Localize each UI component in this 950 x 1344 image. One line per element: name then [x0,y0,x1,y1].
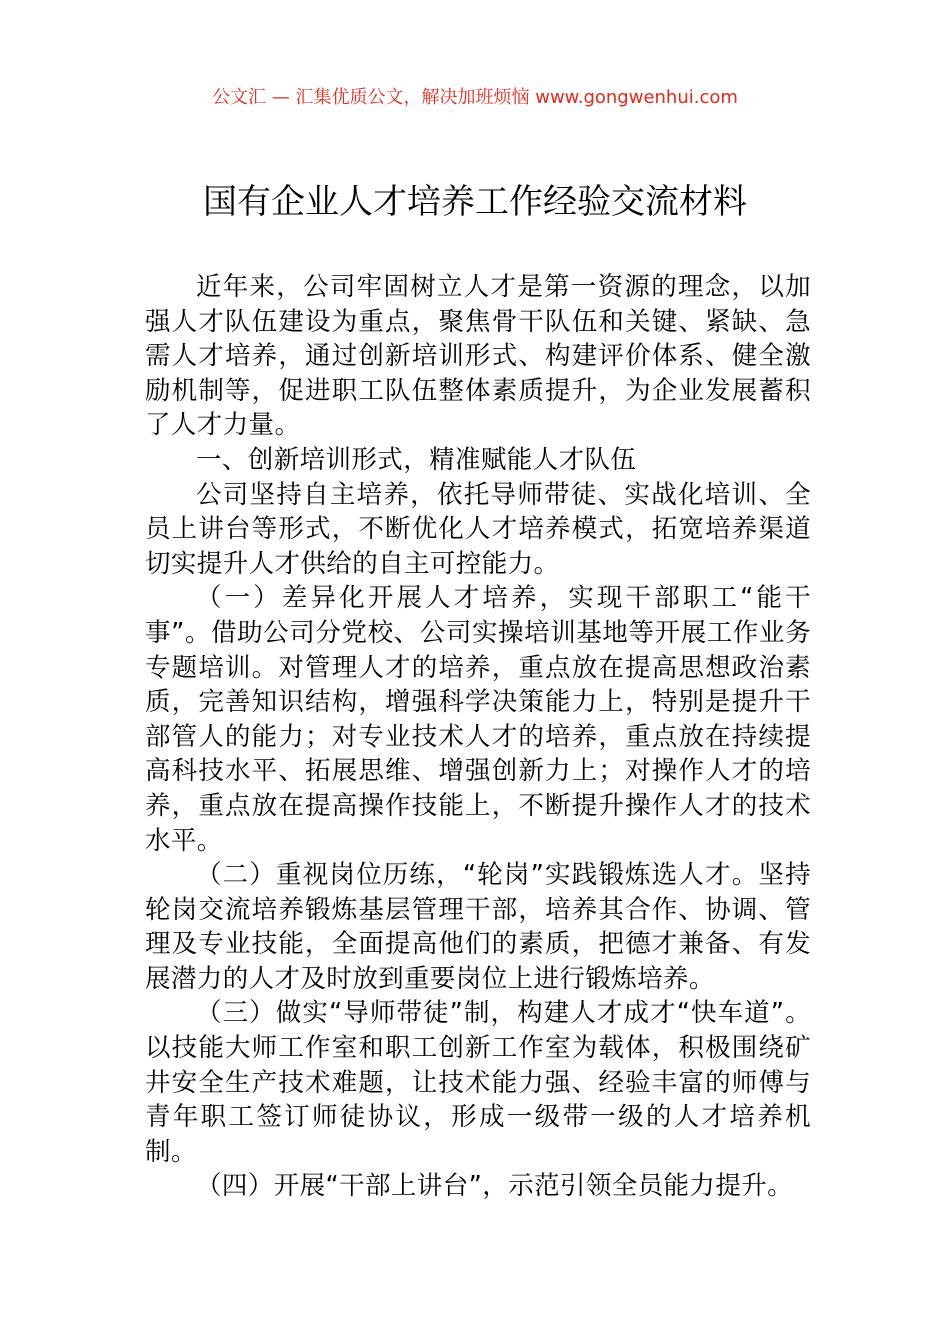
section-1-paragraph: 公司坚持自主培养，依托导师带徒、实战化培训、全员上讲台等形式，不断优化人才培养模式，拓宽培养渠道切实提升人才供给的自主可控能力。 [145,479,811,579]
document-body [145,270,811,1204]
subsection-2-paragraph: （二）重视岗位历练，“轮岗”实践锻炼选人才。坚持轮岗交流培养锻炼基层管理干部，培养其合作、协调、管理及专业技能，全面提高他们的素质，把德才兼备、有发展潜力的人才及时放到重要岗位上进行锻炼培养。 [145,860,811,994]
document-title: 国有企业人才培养工作经验交流材料 [203,182,747,222]
section-heading-1: 一、创新培训形式，精准赋能人才队伍 [196,444,637,475]
subsection-4-paragraph: （四）开展“干部上讲台”，示范引领全员能力提升。 [196,1171,794,1202]
subsection-3-paragraph: （三）做实“导师带徒”制，构建人才成才“快车道”。以技能大师工作室和职工创新工作室为载体，积极围绕矿井安全生产技术难题，让技术能力强、经验丰富的师傅与青年职工签订师徒协议，形成一级带一级的人才培养机制。 [145,998,811,1167]
subsection-1-paragraph: （一）差异化开展人才培养，实现干部职工“能干事”。借助公司分党校、公司实操培训基地等开展工作业务专题培训。对管理人才的培养，重点放在提高思想政治素质，完善知识结构，增强科学决策能力上，特别是提升干部管人的能力；对专业技术人才的培养，重点放在持续提高科技水平、拓展思维、增强创新力上；对操作人才的培养，重点放在提高操作技能上，不断提升操作人才的技术水平。 [145,583,811,856]
site-banner: 公文汇 — 汇集优质公文，解决加班烦恼 www.gongwenhui.com [212,87,738,108]
intro-paragraph: 近年来，公司牢固树立人才是第一资源的理念，以加强人才队伍建设为重点，聚焦骨干队伍和关键、紧缺、急需人才培养，通过创新培训形式、构建评价体系、健全激励机制等，促进职工队伍整体素质提升，为企业发展蓄积了人才力量。 [145,272,811,441]
